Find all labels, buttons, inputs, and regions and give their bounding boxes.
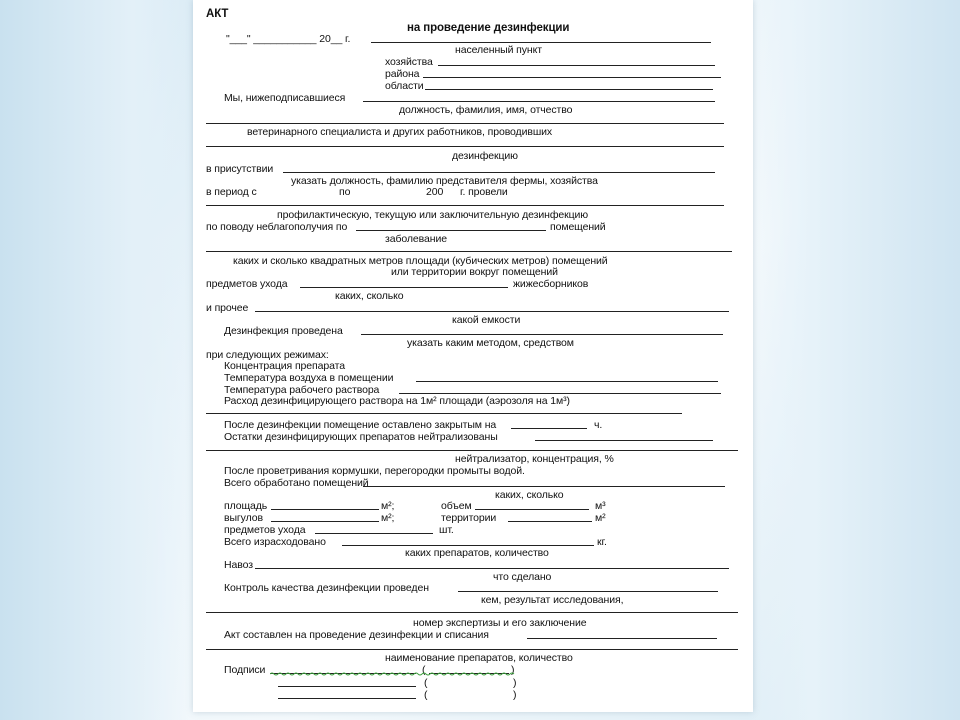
label-territory: или территории вокруг помещений <box>391 266 558 278</box>
area-underline <box>271 509 379 510</box>
control-underline <box>458 591 718 592</box>
label-vet: ветеринарного специалиста и других работников, проводивших <box>247 126 553 138</box>
label-total-rooms: Всего обработано помещений <box>224 477 369 489</box>
care-items-underline <box>315 533 433 534</box>
signature-line-3 <box>278 698 416 699</box>
label-sol-temp: Температура рабочего раствора <box>224 384 380 396</box>
manure-underline <box>255 568 729 569</box>
signature-paren-close-3: ) <box>513 689 517 701</box>
label-which-count: каких, сколько <box>335 290 404 302</box>
after-underline <box>511 428 587 429</box>
label-presence-hint: указать должность, фамилию представителя фермы, хозяйства <box>291 175 598 187</box>
label-position-name: должность, фамилия, имя, отчество <box>399 104 573 116</box>
signature-line-2 <box>278 686 416 687</box>
label-which-count-2: каких, сколько <box>495 489 564 501</box>
label-disinfection: дезинфекцию <box>452 150 518 162</box>
care-underline <box>300 287 508 288</box>
label-done: Дезинфекция проведена <box>224 325 343 337</box>
label-signed: Мы, нижеподписавшиеся <box>224 92 346 104</box>
doc-header: АКТ <box>206 8 229 20</box>
settlement-underline <box>371 42 711 43</box>
label-m2a: м²; <box>381 500 395 512</box>
label-expertise: номер экспертизы и его заключение <box>413 617 587 629</box>
label-district: района <box>385 68 420 80</box>
label-concentration: Концентрация препарата <box>224 360 345 372</box>
done-underline <box>361 334 723 335</box>
territories-underline <box>508 521 592 522</box>
blank-line-7 <box>206 612 738 613</box>
act-underline <box>527 638 717 639</box>
label-farm: хозяйства <box>385 56 433 68</box>
label-rooms: помещений <box>550 221 606 233</box>
label-total-used: Всего израсходовано <box>224 536 326 548</box>
label-after: После дезинфекции помещение оставлено закрытым на <box>224 419 497 431</box>
volume-underline <box>475 509 589 510</box>
spellcheck-squiggle <box>270 672 515 676</box>
other-underline <box>255 311 729 312</box>
label-period: в период с <box>206 186 257 198</box>
signature-paren-close-1: ) <box>511 664 515 676</box>
blank-line-4 <box>206 251 732 252</box>
cause-underline <box>356 230 546 231</box>
label-m3: м³ <box>595 500 606 512</box>
signature-paren-open-2: ( <box>424 677 428 689</box>
label-act: Акт составлен на проведение дезинфекции и списания <box>224 629 489 641</box>
label-signatures: Подписи <box>224 664 266 676</box>
label-other: и прочее <box>206 302 249 314</box>
label-which-preps: каких препаратов, количество <box>405 547 549 559</box>
label-hours: ч. <box>594 419 603 431</box>
slide-background-right <box>750 0 960 720</box>
label-capacity: какой емкости <box>452 314 521 326</box>
blank-line-8 <box>206 649 738 650</box>
signed-underline <box>363 101 715 102</box>
blank-line-6 <box>206 450 738 451</box>
label-volume: объем <box>441 500 472 512</box>
label-preps-name: наименование препаратов, количество <box>385 652 573 664</box>
air-temp-underline <box>416 381 718 382</box>
document-page <box>193 0 753 712</box>
presence-underline <box>283 172 715 173</box>
signature-paren-open-3: ( <box>424 689 428 701</box>
label-region: области <box>385 80 424 92</box>
label-modes: при следующих режимах: <box>206 349 329 361</box>
region-underline <box>425 89 713 90</box>
district-underline <box>423 77 721 78</box>
label-feeders: жижесборников <box>513 278 589 290</box>
total-used-underline <box>342 545 594 546</box>
label-presence: в присутствии <box>206 163 274 175</box>
label-period-year: 200 <box>426 186 444 198</box>
label-who: кем, результат исследования, <box>481 594 624 606</box>
doc-title: на проведение дезинфекции <box>407 22 570 34</box>
label-neutralizer: нейтрализатор, концентрация, % <box>455 453 614 465</box>
label-residue: Остатки дезинфицирующих препаратов нейтрализованы <box>224 431 498 443</box>
blank-line-3 <box>206 205 724 206</box>
blank-line-2 <box>206 146 724 147</box>
label-pcs: шт. <box>439 524 454 536</box>
date-line <box>226 33 350 45</box>
label-area: площадь <box>224 500 268 512</box>
blank-line-1 <box>206 123 724 124</box>
signature-paren-open-1: ( <box>422 664 426 676</box>
total-rooms-underline <box>363 486 725 487</box>
sol-temp-underline <box>399 393 721 394</box>
label-method: указать каким методом, средством <box>407 337 574 349</box>
label-area-hint: каких и сколько квадратных метров площади (кубических метров) помещений <box>233 255 608 267</box>
yards-underline <box>271 521 379 522</box>
label-manure: Навоз <box>224 559 253 571</box>
label-kg: кг. <box>597 536 607 548</box>
label-control: Контроль качества дезинфекции проведен <box>224 582 429 594</box>
slide-background-left <box>0 0 190 720</box>
label-territories: территории <box>441 512 497 524</box>
label-what-done: что сделано <box>493 571 552 583</box>
label-care-items: предметов ухода <box>224 524 306 536</box>
label-yards: выгулов <box>224 512 263 524</box>
label-disease: заболевание <box>385 233 447 245</box>
blank-line-5 <box>206 413 682 414</box>
label-period-end: г. провели <box>460 186 508 198</box>
farm-underline <box>438 65 715 66</box>
label-consumption: Расход дезинфицирующего раствора на 1м² площади (аэрозоля на 1м³) <box>224 395 570 407</box>
label-vent: После проветривания кормушки, перегородки промыты водой. <box>224 465 525 477</box>
label-type: профилактическую, текущую или заключительную дезинфекцию <box>277 209 589 221</box>
residue-underline <box>535 440 713 441</box>
date-prefix: "___" ___________ 20__ г. <box>226 33 351 45</box>
label-m2b: м²; <box>381 512 395 524</box>
label-m2c: м² <box>595 512 606 524</box>
signature-paren-close-2: ) <box>513 677 517 689</box>
label-care: предметов ухода <box>206 278 288 290</box>
label-air-temp: Температура воздуха в помещении <box>224 372 394 384</box>
label-period-to: по <box>339 186 351 198</box>
label-cause: по поводу неблагополучия по <box>206 221 348 233</box>
label-settlement: населенный пункт <box>455 44 542 56</box>
